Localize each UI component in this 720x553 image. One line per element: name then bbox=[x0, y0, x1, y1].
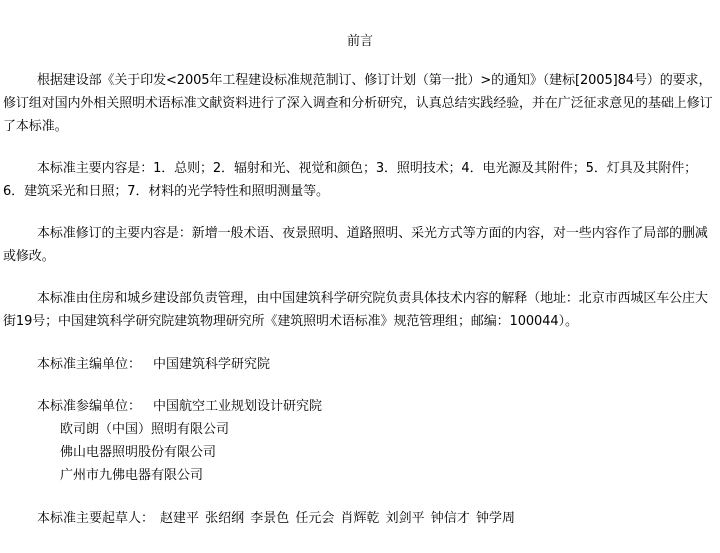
chief-editor-label: 本标准主编单位： bbox=[37, 357, 142, 372]
participant-item: 广州市九佛电器有限公司 bbox=[60, 468, 204, 483]
participants-row bbox=[37, 398, 322, 415]
drafters-label: 本标准主要起草人： bbox=[37, 511, 155, 526]
chief-editor-value: 中国建筑科学研究院 bbox=[153, 357, 271, 372]
participant-first: 中国航空工业规划设计研究院 bbox=[153, 399, 323, 414]
drafters-row bbox=[37, 510, 515, 527]
paragraph-revision-contents: 本标准修订的主要内容是：新增一般术语、夜景照明、道路照明、采光方式等方面的内容，对一些内容作了局部的删减或修改。 bbox=[3, 226, 708, 264]
paragraph-management: 本标准由住房和城乡建设部负责管理，由中国建筑科学研究院负责具体技术内容的解释（地址：北京市西城区车公庄大街19号；中国建筑科学研究院建筑物理研究所《建筑照明术语标准》规范管理组；邮编：100044）。 bbox=[3, 291, 708, 329]
participants-label: 本标准参编单位： bbox=[37, 399, 142, 414]
paragraph-main-contents: 本标准主要内容是：1．总则；2．辐射和光、视觉和颜色；3．照明技术；4．电光源及其附件；5．灯具及其附件；6．建筑采光和日照；7．材料的光学特性和照明测量等。 bbox=[3, 161, 698, 199]
chief-editor-row bbox=[37, 356, 270, 373]
document-title: 前言 bbox=[346, 34, 373, 49]
participant-item: 欧司朗（中国）照明有限公司 bbox=[60, 422, 230, 437]
participant-item: 佛山电器照明股份有限公司 bbox=[60, 445, 217, 460]
drafters-names: 赵建平 张绍纲 李景色 任元会 肖辉乾 刘剑平 钟信才 钟学周 bbox=[160, 511, 515, 526]
paragraph-background: 根据建设部《关于印发<2005年工程建设标准规范制订、修订计划（第一批）>的通知》（建标[2005]84号）的要求，修订组对国内外相关照明术语标准文献资料进行了深入调查和分析研究，认真总结实践经验，并在广泛征求意见的基础上修订了本标准。 bbox=[3, 73, 713, 134]
